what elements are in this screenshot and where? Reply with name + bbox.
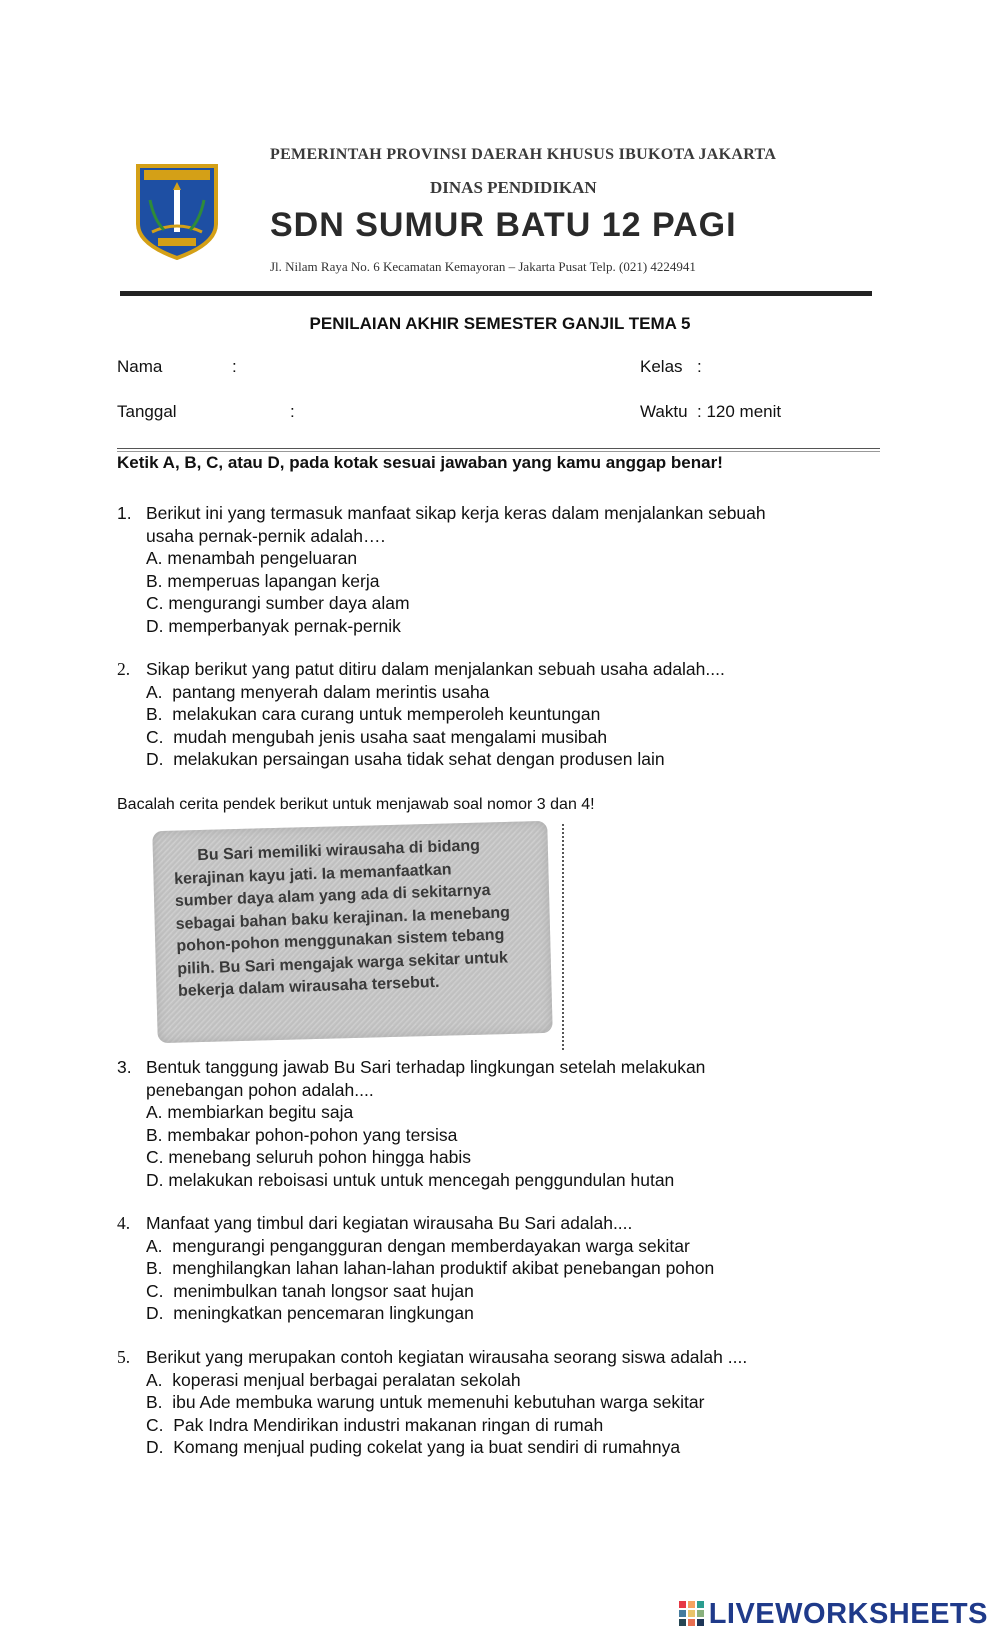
waktu-value: : 120 menit <box>697 402 782 421</box>
option-text: menghilangkan lahan lahan-lahan produktif akibat penebangan pohon <box>172 1258 715 1278</box>
option-letter: A. <box>146 1102 163 1122</box>
option-text: melakukan persaingan usaha tidak sehat dengan produsen lain <box>173 749 665 769</box>
option-text: mudah mengubah jenis usaha saat mengalami musibah <box>173 726 608 747</box>
waktu-label: Waktu <box>640 402 688 421</box>
option-letter: D. <box>146 749 164 769</box>
question-number: 3. <box>117 1057 132 1077</box>
question-stem: Berikut ini yang termasuk manfaat sikap kerja keras dalam menjalankan sebuah <box>146 503 766 523</box>
option-text: membakar pohon-pohon yang tersisa <box>167 1124 458 1145</box>
liveworksheets-watermark[interactable] <box>679 1594 988 1634</box>
story-line: bekerja dalam wirausaha tersebut. <box>177 973 440 1000</box>
story-text <box>173 833 548 1003</box>
question-stem: Manfaat yang timbul dari kegiatan wirausaha Bu Sari adalah.... <box>146 1213 633 1233</box>
reading-instruction: Bacalah cerita pendek berikut untuk menjawab soal nomor 3 dan 4! <box>117 796 595 813</box>
option-text: meningkatkan pencemaran lingkungan <box>173 1303 474 1323</box>
option-letter: B. <box>146 1258 163 1278</box>
tanggal-colon: : <box>290 402 295 421</box>
option-text: koperasi menjual berbagai peralatan sekolah <box>172 1369 521 1390</box>
option-text: menimbulkan tanah longsor saat hujan <box>173 1280 474 1301</box>
option-c[interactable] <box>146 1280 474 1303</box>
letterhead-government: PEMERINTAH PROVINSI DAERAH KHUSUS IBUKOTA JAKARTA <box>270 146 777 163</box>
letterhead-department: DINAS PENDIDIKAN <box>430 178 597 197</box>
option-d[interactable] <box>146 748 665 771</box>
option-text: Komang menjual puding cokelat yang ia buat sendiri di rumahnya <box>173 1437 681 1457</box>
option-text: memperbanyak pernak-pernik <box>168 615 401 636</box>
option-a[interactable] <box>146 1369 521 1392</box>
option-letter: B. <box>146 570 163 591</box>
question-number: 1. <box>117 503 132 523</box>
question-stem: usaha pernak-pernik adalah…. <box>146 525 386 546</box>
option-letter: B. <box>146 1124 163 1145</box>
option-c[interactable] <box>146 592 410 615</box>
liveworksheets-logo-icon <box>679 1601 705 1627</box>
question-number: 2. <box>117 659 131 679</box>
story-image <box>155 822 565 1047</box>
option-d[interactable] <box>146 615 401 638</box>
question-number: 5. <box>117 1347 131 1367</box>
option-a[interactable] <box>146 547 357 570</box>
watermark-text: LIVEWORKSHEETS <box>708 1597 988 1630</box>
option-text: melakukan cara curang untuk memperoleh keuntungan <box>172 704 601 724</box>
option-letter: C. <box>146 726 164 747</box>
option-text: ibu Ade membuka warung untuk memenuhi kebutuhan warga sekitar <box>172 1392 705 1412</box>
question-stem: penebangan pohon adalah.... <box>146 1079 374 1100</box>
letterhead-address: Jl. Nilam Raya No. 6 Kecamatan Kemayoran – Jakarta Pusat Telp. (021) 4224941 <box>270 259 696 274</box>
question-number: 4. <box>117 1213 131 1233</box>
story-dotted-border <box>562 824 564 1050</box>
option-a[interactable] <box>146 1235 690 1258</box>
option-text: mengurangi pengangguran dengan memberdayakan warga sekitar <box>172 1235 690 1256</box>
option-a[interactable] <box>146 681 489 704</box>
letterhead-school-name: SDN SUMUR BATU 12 PAGI <box>270 206 737 244</box>
option-text: pantang menyerah dalam merintis usaha <box>172 681 490 702</box>
story-line: sebagai bahan baku kerajinan. Ia menebang <box>175 903 511 933</box>
option-text: melakukan reboisasi untuk untuk mencegah penggundulan hutan <box>168 1169 675 1190</box>
option-letter: A. <box>146 1235 163 1256</box>
option-letter: B. <box>146 1392 163 1412</box>
option-letter: D. <box>146 1303 164 1323</box>
nama-label: Nama <box>117 357 163 376</box>
option-letter: A. <box>146 1369 163 1390</box>
option-c[interactable] <box>146 726 607 749</box>
exam-title: PENILAIAN AKHIR SEMESTER GANJIL TEMA 5 <box>309 314 691 333</box>
option-letter: D. <box>146 1169 164 1190</box>
letterhead <box>120 140 872 298</box>
option-a[interactable] <box>146 1101 353 1124</box>
option-letter: D. <box>146 615 164 636</box>
field-divider <box>117 448 880 449</box>
question-stem: Sikap berikut yang patut ditiru dalam menjalankan sebuah usaha adalah.... <box>146 659 725 679</box>
option-text: mengurangi sumber daya alam <box>168 593 410 613</box>
option-letter: A. <box>146 548 163 568</box>
option-text: menebang seluruh pohon hingga habis <box>168 1147 471 1167</box>
option-letter: D. <box>146 1437 164 1457</box>
option-letter: C. <box>146 1414 164 1435</box>
option-letter: C. <box>146 1147 164 1167</box>
option-d[interactable] <box>146 1169 674 1192</box>
question-stem: Berikut yang merupakan contoh kegiatan wirausaha seorang siswa adalah .... <box>146 1347 748 1367</box>
tanggal-label: Tanggal <box>117 402 177 421</box>
option-b[interactable] <box>146 1257 714 1280</box>
story-line: pohon-pohon menggunakan sistem tebang <box>176 926 505 955</box>
option-c[interactable] <box>146 1414 603 1437</box>
option-letter: C. <box>146 593 164 613</box>
letterhead-divider <box>120 291 872 296</box>
story-line: Bu Sari memiliki wirausaha di bidang <box>197 837 481 865</box>
option-text: menambah pengeluaran <box>167 548 358 568</box>
option-letter: C. <box>146 1280 164 1301</box>
kelas-colon: : <box>697 357 702 376</box>
option-text: Pak Indra Mendirikan industri makanan ringan di rumah <box>173 1414 604 1435</box>
option-b[interactable] <box>146 570 380 593</box>
option-b[interactable] <box>146 703 600 726</box>
instruction: Ketik A, B, C, atau D, pada kotak sesuai jawaban yang kamu anggap benar! <box>117 453 723 472</box>
story-line: kerajinan kayu jati. Ia memanfaatkan <box>173 860 452 888</box>
jakarta-crest-icon <box>134 160 220 260</box>
option-c[interactable] <box>146 1146 471 1169</box>
option-letter: A. <box>146 681 163 702</box>
story-line: pilih. Bu Sari mengajak warga sekitar untuk <box>176 948 509 978</box>
option-text: memperuas lapangan kerja <box>167 570 380 591</box>
nama-colon: : <box>232 357 237 376</box>
field-divider-shadow <box>117 451 880 452</box>
option-b[interactable] <box>146 1124 457 1147</box>
option-text: membiarkan begitu saja <box>167 1102 354 1122</box>
option-d[interactable] <box>146 1302 474 1325</box>
story-line: sumber daya alam yang ada di sekitarnya <box>174 881 491 910</box>
option-d[interactable] <box>146 1436 680 1459</box>
option-letter: B. <box>146 704 163 724</box>
question-stem: Bentuk tanggung jawab Bu Sari terhadap lingkungan setelah melakukan <box>146 1057 706 1077</box>
kelas-label: Kelas <box>640 357 683 376</box>
option-b[interactable] <box>146 1391 704 1414</box>
